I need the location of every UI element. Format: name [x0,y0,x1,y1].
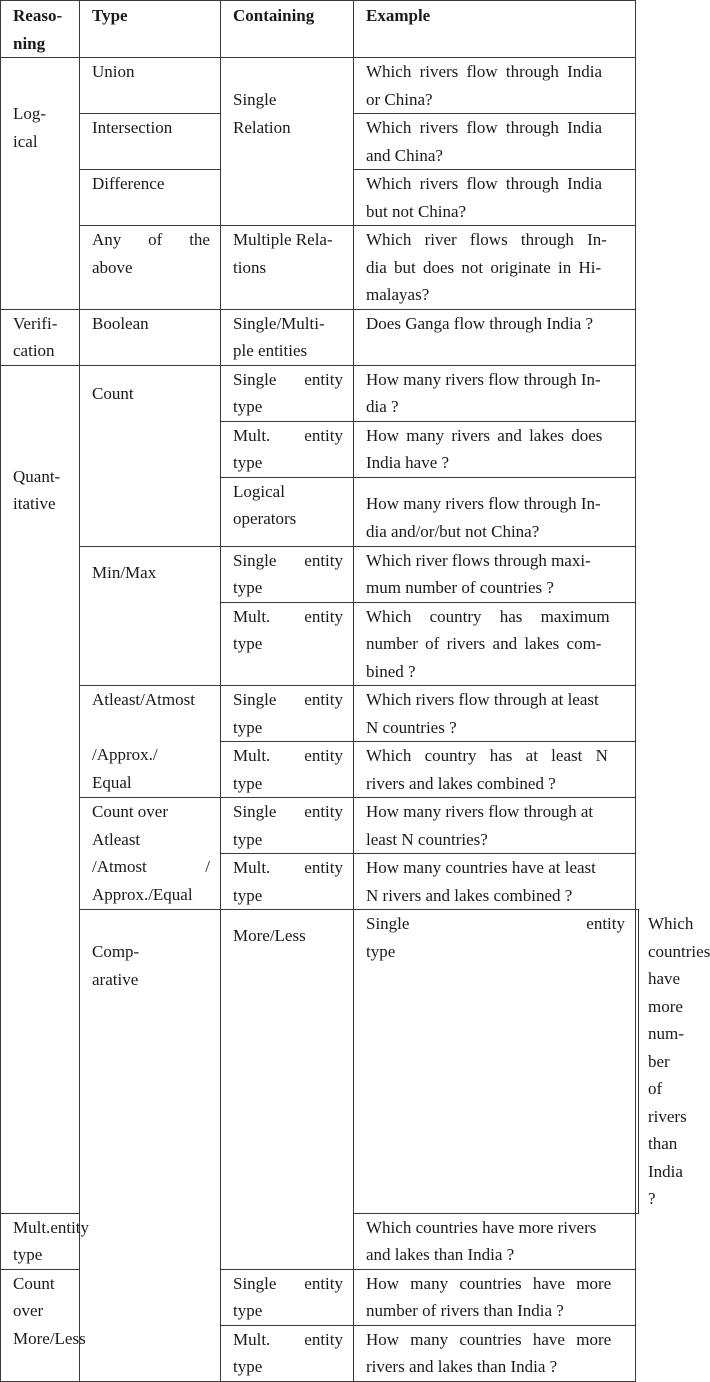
example-countover-moreless-single [354,1269,636,1325]
example-line2: number of rivers and lakes com- [366,634,602,653]
example-line3: malayas? [366,285,430,304]
containing-line2: type [13,1245,43,1264]
reasoning-quantitative [1,365,80,1213]
containing-line2: Relation [233,117,291,137]
word: the [189,230,210,249]
word: entity [304,802,343,821]
containing-line2: type [233,773,263,793]
example-difference [354,170,636,226]
containing-line1 [233,798,343,826]
reasoning-logical-line2: ical [13,131,38,151]
containing-mult-entity-type [221,742,354,798]
word: / [205,857,210,876]
word: Mult. [233,858,271,877]
example-line2: number of rivers than India ? [366,1301,564,1320]
example-line3: bined ? [366,661,416,681]
type-spacer [92,714,210,742]
type-more-less: More/Less [221,910,354,1270]
type-difference: Difference [80,170,221,226]
example-line2: and China? [366,145,443,165]
containing-mult-entity-type [221,1325,354,1381]
containing-line1 [233,603,343,631]
containing-logical-operators [221,477,354,546]
example-minmax-mult [354,602,636,686]
containing-single-entity-type [354,910,636,1214]
table-row [1,365,639,421]
word: Mult. [233,746,271,765]
type-count: Count [80,365,221,546]
example-line2: or China? [366,89,433,109]
example-line1: Which rivers flow through India [366,174,602,193]
containing-single-entity-type [221,1269,354,1325]
type-intersection: Intersection [80,114,221,170]
header-type: Type [80,1,221,58]
example-line2: but not China? [366,201,467,221]
containing-line1: Logical [233,481,285,501]
containing-line1 [233,854,343,882]
header-reasoning-line2: ning [13,33,46,53]
reasoning-line2: itative [13,494,56,513]
example-line2: dia but does not originate in Hi- [366,257,602,277]
containing-single-entity-type [221,546,354,602]
containing-multiple-relations [221,226,354,310]
containing-line2: type [233,634,263,653]
containing-mult-entity-type [1,1213,90,1269]
containing-line2: type [233,578,263,597]
example-line1: How many rivers and lakes does [366,425,603,445]
containing-mult-entity-type [221,421,354,477]
example-line1: Which rivers flow through at least [366,690,599,709]
word: Mult. [233,425,271,445]
word: Mult. [13,1217,51,1237]
type-any-of-the-above [80,226,221,310]
example-line1: How many countries have more [366,1329,612,1349]
type-line2: Atleast [92,829,141,849]
containing-line1 [13,1214,90,1242]
example-countover-single [354,798,636,854]
table-row [1,798,639,854]
reasoning-logical [1,58,80,310]
reasoning-verification [1,309,80,365]
example-line1: Which countries have more rivers [366,1217,597,1237]
word: Single [233,1273,277,1293]
example-line1: Which country has at least N [366,746,608,765]
type-line2: More/Less [13,1328,86,1348]
reasoning-line1: Comp- [92,942,140,961]
table-row [1,309,639,365]
example-line2: N countries ? [366,717,457,737]
example-line2: N rivers and lakes combined ? [366,885,573,905]
reasoning-logical-line1: Log- [13,104,47,123]
word: Single [233,550,277,570]
example-line1: Which rivers flow through India [366,62,602,81]
example-count-mult [354,421,636,477]
type-line1: Count over [92,802,169,821]
containing-line1: Single/Multi- [233,313,325,333]
word: entity [304,690,343,709]
example-moreless-single: Which countries have more num- ber of rivers than India ? [636,910,639,1214]
word: entity [304,746,343,765]
type-min-max: Min/Max [80,546,221,686]
word: Mult. [233,606,271,626]
example-union [354,58,636,114]
type-union: Union [80,58,221,114]
example-line2: dia and/or/but not China? [366,521,540,541]
example-line2: rivers and lakes combined ? [366,773,556,793]
word: entity [304,550,343,570]
type-line1: Atleast/Atmost [92,690,195,709]
type-count-over-more-less [1,1269,86,1381]
word: entity [304,369,343,389]
example-line2: least N countries? [366,829,488,849]
type-line1: Count over [13,1273,55,1320]
example-line2: mum number of countries ? [366,578,554,597]
example-atleast-single [354,686,636,742]
example-line2: and lakes than India ? [366,1245,515,1264]
word: entity [304,1273,343,1293]
containing-line2: tions [233,257,267,277]
word: Mult. [233,1329,271,1349]
type-atleast-atmost [80,686,221,798]
table-row [1,226,639,310]
example-line1: Which river flows through In- [366,230,607,249]
word: Single [233,802,277,821]
reasoning-line1: Verifi- [13,313,58,333]
example-line1: How many rivers flow through In- [366,369,601,389]
word: entity [304,1329,343,1349]
containing-single-entity-type [221,686,354,742]
word: Single [233,690,277,709]
header-reasoning-line1: Reaso- [13,6,63,25]
table-row [1,686,639,742]
type-boolean: Boolean [80,309,221,365]
word: entity [304,425,343,445]
type-line4: Approx./Equal [92,884,193,904]
containing-single-entity-type [221,365,354,421]
example-line1: Which rivers flow through India [366,118,602,137]
containing-single-multiple-entities [221,309,354,365]
example-minmax-single [354,546,636,602]
containing-line2: operators [233,509,297,528]
containing-line2: ple entities [233,341,308,360]
word: entity [304,858,343,877]
containing-line1 [233,686,343,714]
example-moreless-mult [354,1213,636,1269]
example-line1: Which country has maximum [366,606,610,626]
example-line1: How many countries have at least [366,858,596,877]
reasoning-line1: Quant- [13,466,61,486]
containing-line2: type [233,1301,263,1320]
example-any [354,226,636,310]
containing-line1 [233,422,343,450]
containing-line1: Single [233,90,277,109]
type-line3: Equal [92,772,132,792]
reasoning-line2: cation [13,341,55,360]
word: Any [92,230,122,249]
containing-line1 [233,547,343,575]
containing-line1: Multiple Rela- [233,230,333,249]
word: of [148,230,163,249]
table-row [1,910,639,1214]
type-line1 [92,226,210,254]
containing-line2: type [233,885,263,905]
header-containing: Containing [221,1,354,58]
word: entity [50,1217,90,1237]
type-line2: above [92,257,133,277]
containing-line2: type [233,1357,263,1376]
containing-line1 [233,366,343,394]
example-count-logical [354,477,636,546]
table-row [1,546,639,602]
reasoning-comparative [80,910,221,1382]
example-line1: How many rivers flow through In- [366,494,601,513]
word: Single [233,369,277,389]
containing-single-relation [221,58,354,226]
header-reasoning [1,1,80,58]
example-line1: Which river flows through maxi- [366,550,591,570]
example-line1: How many rivers flow through at [366,802,594,821]
table-row [1,58,639,114]
header-example: Example [354,1,636,58]
containing-line1 [233,742,343,770]
example-atleast-mult [354,742,636,798]
example-count-single [354,365,636,421]
containing-single-entity-type [221,798,354,854]
type-line2: /Approx./ [92,745,158,764]
containing-line2: type [233,717,263,737]
type-line3 [92,853,210,881]
example-line2: India have ? [366,453,450,472]
word: entity [304,606,343,626]
header-row [1,1,639,58]
example-line2: dia ? [366,397,399,416]
example-boolean: Does Ganga flow through India ? [354,309,636,365]
example-countover-mult [354,854,636,910]
example-intersection [354,114,636,170]
containing-line1 [233,1326,343,1354]
containing-line1 [366,910,625,938]
containing-mult-entity-type [221,602,354,686]
containing-line2: type [366,941,396,961]
example-countover-moreless-mult [354,1325,636,1381]
reasoning-line2: arative [92,969,139,989]
containing-line2: type [233,397,263,416]
word: Single [366,914,410,933]
containing-line1 [233,1270,343,1298]
containing-line2: type [233,829,263,849]
example-line1: How many countries have more [366,1273,612,1293]
word: /Atmost [92,857,147,876]
containing-line2: type [233,453,263,472]
type-count-over-atleast [80,798,221,910]
containing-mult-entity-type [221,854,354,910]
example-line2: rivers and lakes than India ? [366,1357,558,1376]
word: entity [586,914,625,933]
